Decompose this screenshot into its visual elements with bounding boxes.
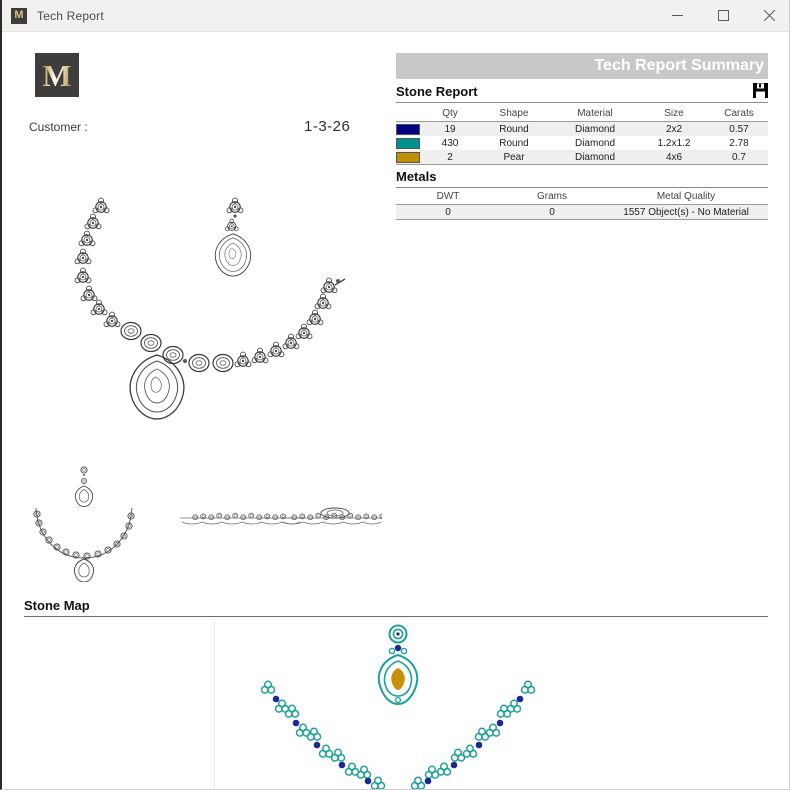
stone-map-heading: Stone Map bbox=[24, 598, 768, 617]
stone-report-heading-row bbox=[396, 83, 768, 103]
stone-color-swatch-cell bbox=[396, 150, 424, 165]
metals-table-header-row bbox=[396, 190, 768, 205]
col-size: Size bbox=[638, 107, 710, 122]
cell-dwt: 0 bbox=[396, 205, 500, 220]
stone-color-swatch bbox=[396, 152, 420, 163]
brand-logo-letter: M bbox=[42, 57, 72, 93]
stone-color-swatch-cell bbox=[396, 136, 424, 150]
stone-report-heading: Stone Report bbox=[396, 84, 478, 99]
cell-metal-quality: 1557 Object(s) - No Material bbox=[604, 205, 768, 220]
cell-qty: 2 bbox=[424, 150, 476, 165]
cell-carats: 0.57 bbox=[729, 123, 749, 135]
maximize-button[interactable] bbox=[700, 0, 746, 31]
col-color bbox=[396, 107, 424, 122]
app-logo-letter: M bbox=[14, 9, 24, 21]
col-shape: Shape bbox=[476, 107, 552, 122]
stone-color-swatch bbox=[396, 138, 420, 149]
cell-shape: Round bbox=[499, 123, 529, 135]
cell-material: Diamond bbox=[574, 137, 616, 149]
stone-color-swatch-cell bbox=[396, 122, 424, 137]
thumb-side-view-2 bbox=[281, 508, 382, 524]
save-floppy-icon bbox=[753, 83, 768, 98]
close-button[interactable] bbox=[746, 0, 790, 31]
stone-table-header-row bbox=[396, 107, 768, 122]
stone-map-diagram bbox=[2, 590, 790, 790]
cell-shape: Round bbox=[499, 137, 529, 149]
cell-carats: 2.78 bbox=[729, 137, 749, 149]
cell-carats: 0.7 bbox=[710, 150, 768, 165]
stone-map-necklace-right bbox=[412, 681, 535, 789]
col-material: Material bbox=[552, 107, 638, 122]
cell-size: 4x6 bbox=[638, 150, 710, 165]
summary-title: Tech Report Summary bbox=[594, 57, 764, 74]
metals-heading: Metals bbox=[396, 169, 437, 184]
thumb-front-earring bbox=[75, 467, 92, 507]
table-row[interactable] bbox=[396, 150, 768, 165]
title-bar bbox=[2, 0, 790, 32]
stone-report-table bbox=[396, 107, 768, 165]
minimize-button[interactable] bbox=[654, 0, 700, 31]
save-report-button[interactable] bbox=[753, 83, 768, 99]
cell-qty: 430 bbox=[441, 137, 459, 149]
jewelry-render-main bbox=[57, 185, 377, 425]
col-carats: Carats bbox=[710, 107, 768, 122]
table-row[interactable] bbox=[396, 205, 768, 220]
thumb-side-view-1 bbox=[180, 513, 300, 524]
stone-map-earring bbox=[379, 626, 417, 705]
jewelry-render-thumbnails bbox=[22, 462, 382, 582]
stone-map-necklace-left bbox=[262, 681, 385, 789]
col-qty: Qty bbox=[424, 107, 476, 122]
col-grams: Grams bbox=[500, 190, 604, 205]
cell-grams: 0 bbox=[500, 205, 604, 220]
window-title: Tech Report bbox=[37, 8, 104, 23]
cell-shape: Pear bbox=[476, 150, 552, 165]
maximize-icon bbox=[718, 10, 729, 21]
cell-material: Diamond bbox=[552, 150, 638, 165]
thumb-front-necklace bbox=[34, 508, 134, 582]
cell-material: Diamond bbox=[574, 123, 616, 135]
cell-size: 2x2 bbox=[665, 123, 683, 135]
table-row[interactable] bbox=[396, 122, 768, 137]
stone-color-swatch bbox=[396, 124, 420, 135]
customer-label: Customer : bbox=[29, 120, 88, 134]
cell-qty: 19 bbox=[444, 123, 456, 135]
minimize-icon bbox=[672, 10, 683, 21]
summary-title-band bbox=[396, 53, 768, 79]
app-logo-icon bbox=[11, 8, 27, 24]
customer-date: 1-3-26 bbox=[304, 118, 351, 135]
col-metal-quality: Metal Quality bbox=[604, 190, 768, 205]
col-dwt: DWT bbox=[396, 190, 500, 205]
metals-heading-row bbox=[396, 169, 768, 188]
table-row[interactable] bbox=[396, 136, 768, 150]
close-icon bbox=[764, 10, 775, 21]
metals-table bbox=[396, 190, 768, 220]
cell-size: 1.2x1.2 bbox=[657, 137, 691, 149]
brand-logo bbox=[35, 53, 79, 97]
